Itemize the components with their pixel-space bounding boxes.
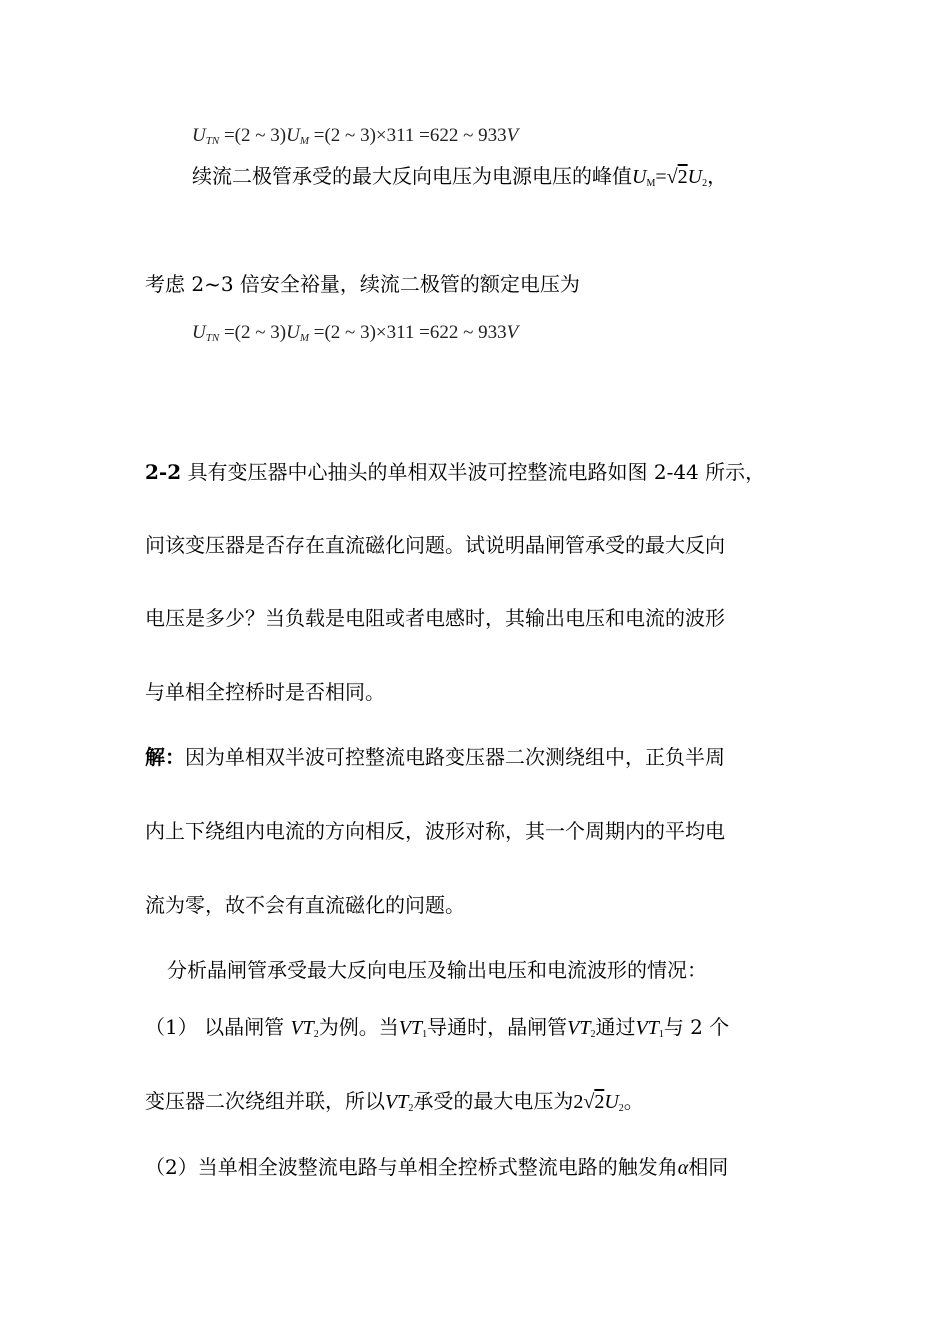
formula-factor: =(2 ~ 3) (223, 125, 287, 146)
item-text: 与 2 个 (663, 1015, 730, 1039)
question-line-2: 问该变压器是否存在直流磁化问题。试说明晶闸管承受的最大反向 (145, 533, 725, 557)
answer-line-3: 流为零，故不会有直流磁化的问题。 (145, 893, 465, 917)
comma: ， (707, 164, 728, 188)
math-alpha: α (677, 1157, 689, 1179)
math-2sqrt2-u2: $2√2U_2$ (573, 1091, 624, 1114)
sub-tn: TN (205, 135, 220, 147)
sub-m: M (299, 135, 310, 147)
sub-m: M (299, 332, 310, 344)
formula-result: =(2 ~ 3)×311 =622 ~ 933 (313, 322, 507, 343)
sub-tn: TN (205, 332, 220, 344)
math-vt2: $VT_2$ (385, 1091, 414, 1114)
question-text: 具有变压器中心抽头的单相双半波可控整流电路如图 2-44 所示， (181, 460, 766, 484)
item-text: 变压器二次绕组并联，所以 (145, 1089, 385, 1113)
question-number: 2-2 (145, 460, 182, 484)
item-text: 为例。当 (318, 1015, 399, 1039)
answer-line-1 (145, 745, 725, 769)
unit-volt: V (506, 125, 519, 146)
analysis-heading: 分析晶闸管承受最大反向电压及输出电压和电流波形的情况： (167, 958, 707, 982)
math-vt1: $VT_1$ (635, 1017, 664, 1040)
para-safety-margin: 考虑 2~3 倍安全裕量，续流二极管的额定电压为 (145, 272, 580, 296)
var-u: U (192, 322, 206, 343)
formula-rated-voltage-2 (192, 321, 518, 350)
question-line-3: 电压是多少？当负载是电阻或者电感时，其输出电压和电流的波形 (145, 606, 725, 630)
item-1-line-2 (145, 1089, 644, 1121)
para-peak-voltage (192, 164, 727, 196)
question-line-1 (145, 460, 765, 484)
item-text: （2）当单相全波整流电路与单相全控桥式整流电路的触发角 (145, 1155, 678, 1179)
math-vt2: $VT_2$ (290, 1017, 319, 1040)
period: 。 (623, 1089, 644, 1113)
math-vt1: $VT_1$ (398, 1017, 428, 1040)
var-u: U (192, 125, 206, 146)
item-text: 相同 (688, 1155, 729, 1179)
formula-rated-voltage-1 (192, 124, 518, 153)
question-line-4: 与单相全控桥时是否相同。 (145, 680, 385, 704)
unit-volt: V (506, 322, 519, 343)
formula-result: =(2 ~ 3)×311 =622 ~ 933 (313, 125, 507, 146)
var-u: U (286, 125, 300, 146)
item-2-line-1 (145, 1155, 728, 1180)
para-text: 续流二极管承受的最大反向电压为电源电压的峰值 (192, 164, 632, 188)
answer-text: 因为单相双半波可控整流电路变压器二次测绕组中，正负半周 (185, 745, 725, 769)
item-text: 承受的最大电压为 (413, 1089, 574, 1113)
item-1-line-1 (145, 1015, 729, 1047)
answer-label: 解： (145, 745, 185, 769)
item-text: 导通时，晶闸管 (427, 1015, 568, 1039)
item-text: （1） 以晶闸管 (145, 1015, 291, 1039)
math-vt2: $VT_2$ (567, 1017, 596, 1040)
formula-factor: =(2 ~ 3) (223, 322, 287, 343)
math-um: $U_M=√2U_2$ (632, 166, 708, 189)
var-u: U (286, 322, 300, 343)
answer-line-2: 内上下绕组内电流的方向相反，波形对称，其一个周期内的平均电 (145, 819, 725, 843)
item-text: 通过 (595, 1015, 636, 1039)
